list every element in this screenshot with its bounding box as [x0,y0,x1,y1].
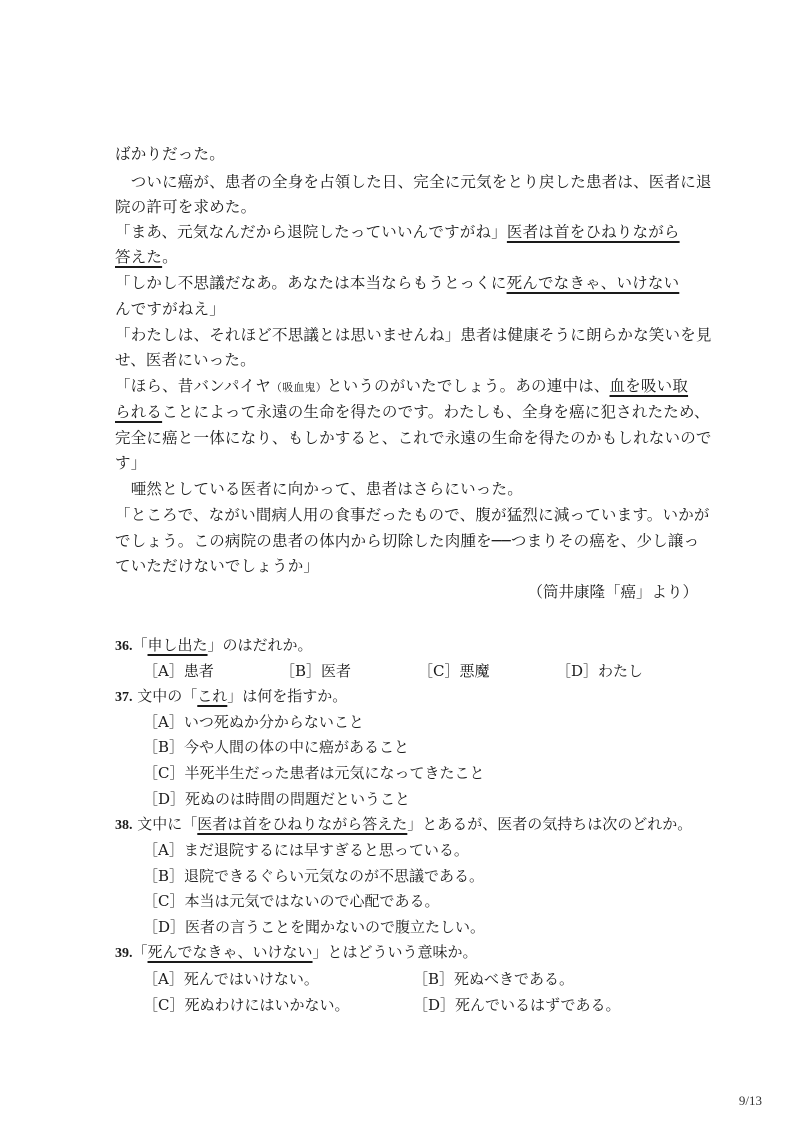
question-target: 申し出た [147,636,208,654]
question-target: 死んでなきゃ、いけない [147,943,313,961]
question-number: 37. [115,690,133,705]
page-number: 9/13 [738,1093,762,1108]
passage-line: んですがねえ」 [115,300,225,318]
passage-line: 「ほら、昔バンパイヤ（吸血鬼）というのがいたでしょう。あの連中は、血を吸い取 [115,377,689,395]
underlined-phrase: られる [115,403,163,421]
passage-line: 「ところで、ながい間病人用の食事だったもので、腹が猛烈に減っています。いかが [115,506,710,524]
passage-line: 唖然としている医者に向かって、患者はさらにいった。 [115,480,523,498]
option-37-c[interactable]: ［C］半死半生だった患者は元気になってきたこと [143,764,485,782]
passage-line: 「わたしは、それほど不思議とは思いませんね」患者は健康そうに朗らかな笑いを見 [115,326,712,344]
passage-line: られることによって永遠の生命を得たのです。わたしも、全身を癌に犯されたため、 [115,403,710,421]
question-38: 38. 文中に「医者は首をひねりながら答えた」とあるが、医者の気持ちは次のどれか。 [115,815,693,833]
option-38-d[interactable]: ［D］医者の言うことを聞かないので腹立たしい。 [143,918,486,936]
passage-line: 「しかし不思議だなあ。あなたは本当ならもうとっくに死んでなきゃ、いけない [115,274,680,292]
option-36-b[interactable]: ［B］医者 [280,662,352,680]
question-37: 37. 文中の「これ」は何を指すか。 [115,687,348,705]
underlined-phrase: 血を吸い取 [609,377,689,395]
option-37-a[interactable]: ［A］いつ死ぬか分からないこと [143,713,364,731]
underlined-phrase: 医者は首をひねりながら [506,223,680,241]
passage-line: ばかりだった。 [115,145,225,163]
option-36-d[interactable]: ［D］わたし [556,662,644,680]
question-number: 39. [115,946,133,961]
passage-line: ていただけないでしょうか」 [115,557,320,575]
passage-line: 完全に癌と一体になり、もしかすると、これで永遠の生命を得たのかもしれないので [115,429,712,447]
question-target: これ [197,687,228,705]
passage-line: 「まあ、元気なんだから退院したっていいんですがね」医者は首をひねりながら [115,223,680,241]
option-38-c[interactable]: ［C］本当は元気ではないので心配である。 [143,892,440,910]
option-38-b[interactable]: ［B］退院できるぐらい元気なのが不思議である。 [143,867,485,885]
source-attribution: （筒井康隆「癌」より） [527,583,698,601]
passage-line: す」 [115,454,147,472]
option-36-c[interactable]: ［C］悪魔 [418,662,490,680]
question-39: 39.「死んでなきゃ、いけない」とはどういう意味か。 [115,943,478,961]
passage-line: でしょう。この病院の患者の体内から切除した肉腫を──つまりその癌を、少し譲っ [115,532,700,550]
option-37-b[interactable]: ［B］今や人間の体の中に癌があること [143,738,410,756]
question-number: 36. [115,639,133,654]
passage-line: 答えた。 [115,248,178,266]
option-36-a[interactable]: ［A］患者 [143,662,214,680]
option-39-d[interactable]: ［D］死んでいるはずである。 [413,996,621,1014]
option-37-d[interactable]: ［D］死ぬのは時間の問題だということ [143,790,411,808]
underlined-phrase: 答えた [115,248,163,266]
passage-line: ついに癌が、患者の全身を占領した日、完全に元気をとり戻した患者は、医者に退 [115,173,712,191]
option-39-b[interactable]: ［B］死ぬべきである。 [413,970,575,988]
option-38-a[interactable]: ［A］まだ退院するには早すぎると思っている。 [143,841,469,859]
question-36: 36.「申し出た」のはだれか。 [115,636,313,654]
option-39-a[interactable]: ［A］死んではいけない。 [143,970,319,988]
passage-line: せ、医者にいった。 [115,351,256,369]
option-39-c[interactable]: ［C］死ぬわけにはいかない。 [143,996,350,1014]
underlined-phrase: 死んでなきゃ、いけない [506,274,680,292]
question-number: 38. [115,818,133,833]
question-target: 医者は首をひねりながら答えた [197,815,408,833]
passage-line: 院の許可を求めた。 [115,198,257,216]
